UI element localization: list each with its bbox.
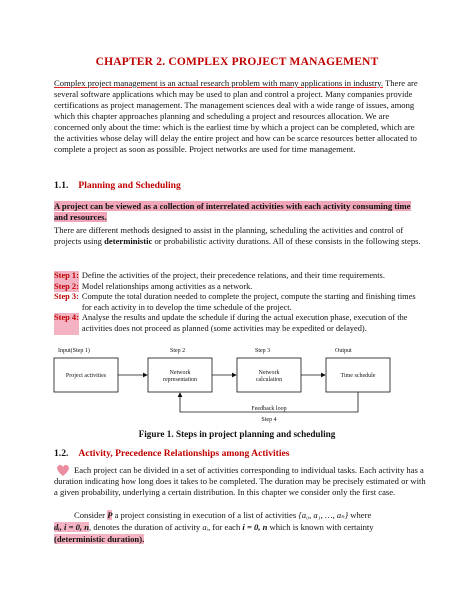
- index-range: i = 0, n: [242, 522, 268, 532]
- section-title: Planning and Scheduling: [78, 180, 181, 191]
- section1-highlight-paragraph: [54, 201, 426, 223]
- duration-symbol: dᵢ, i = 0, n: [54, 522, 90, 532]
- body-text-bold: deterministic: [104, 236, 153, 246]
- section-number: 1.1.: [54, 180, 69, 191]
- para3-text-c: which is known with certainty: [267, 522, 374, 532]
- section2-paragraph-1: [54, 465, 426, 498]
- diagram-label-output: Output: [335, 348, 352, 354]
- activity-symbol: aᵢ: [202, 522, 209, 532]
- deterministic-duration-note: (deterministic duration).: [54, 534, 145, 544]
- diagram-label-step3: Step 3: [255, 348, 271, 354]
- diagram-box-text: Network representation: [163, 370, 197, 383]
- para2-text-b: a project consisting in execution of a list of activities: [112, 510, 299, 520]
- diagram-label-input: Input(Step 1): [58, 348, 90, 354]
- step-text: Define the activities of the project, their precedence relations, and their time requirements.: [81, 271, 385, 280]
- diagram-label-step2: Step 2: [170, 348, 186, 354]
- step-label: Step 3:: [54, 292, 79, 302]
- step-label: Step 1:: [54, 271, 79, 280]
- intro-paragraph: [54, 78, 426, 155]
- diagram-box-text: Network calculation: [255, 370, 283, 383]
- body-text-post: or probabilistic activity durations. All of these consists in the following steps.: [152, 236, 421, 246]
- step-item: [54, 271, 426, 282]
- section-heading-1-1: [54, 180, 181, 191]
- highlighted-definition: A project can be viewed as a collection of interrelated activities with each activity consuming time and resources.: [54, 201, 411, 222]
- process-flow-diagram: [50, 344, 430, 426]
- intro-underlined-sentence: Complex project management is an actual research problem with many applications in industry.: [54, 78, 384, 88]
- step-label: Step 2:: [54, 281, 79, 291]
- body-text-pre: There are different methods designed to assist in the planning, scheduling the activities and control of projects using: [54, 225, 404, 246]
- section-heading-1-2: [54, 448, 290, 459]
- section1-body-paragraph: [54, 225, 426, 247]
- intro-body: There are several software applications which may be used to plan and control a project. Many companies provide certifications as project management. The management sciences deal with a wide range of issues, among which this chapter approaches planning and scheduling a project and resources allocation. We are concerned only about the time: which is the earliest time by which a project can be completed, which are the activities whose delay will delay the entire project and how can be scarce resources better allocated to complete a project as soon as possible. Project networks are used for time management.: [54, 78, 418, 154]
- chapter-title: CHAPTER 2. COMPLEX PROJECT MANAGEMENT: [95, 56, 379, 68]
- section2-para1-text: Each project can be divided in a set of activities corresponding to individual tasks. Each activity has a duration indicating how long does it takes to be completed. The duration may be precisely estimated or with a given probability, underlying a certain distribution. In this chapter we consider only the first case.: [54, 465, 426, 497]
- step-item: [54, 282, 426, 293]
- section2-paragraph-2: [54, 510, 426, 521]
- step4-label: Step 4: [261, 417, 277, 423]
- activity-set: {a₀, a₁, …, aₙ}: [298, 510, 349, 520]
- step-text: Model relationships among activities as a network.: [81, 281, 253, 291]
- section-title: Activity, Precedence Relationships among Activities: [78, 448, 290, 459]
- para3-text-b: , for each: [208, 522, 243, 532]
- step-item: [54, 313, 426, 334]
- figure-caption: Figure 1. Steps in project planning and scheduling: [138, 429, 336, 439]
- step-item: [54, 292, 426, 313]
- step-label: Step 4:: [54, 313, 79, 334]
- diagram-box-text: Time schedule: [340, 373, 376, 379]
- section-number: 1.2.: [54, 448, 69, 459]
- step-text: Analyse the results and update the schedule if during the actual execution phase, execution of the activities does not proceed as planned (some activities may be expedited or delayed).: [81, 313, 408, 333]
- section2-paragraph-4: [54, 534, 426, 545]
- feedback-loop-label: Feedback loop: [251, 406, 287, 412]
- step-text: Compute the total duration needed to complete the project, compute the starting and finishing times for each activity in to develop the time schedule of the project.: [81, 292, 416, 312]
- diagram-box-text: Project activities: [65, 373, 107, 379]
- para2-text-c: where: [348, 510, 372, 520]
- project-symbol: P: [107, 510, 113, 520]
- steps-list: [54, 271, 426, 335]
- section2-paragraph-3: [54, 522, 426, 533]
- para3-text-a: , denotes the duration of activity: [89, 522, 203, 532]
- para2-text-a: Consider: [74, 510, 108, 520]
